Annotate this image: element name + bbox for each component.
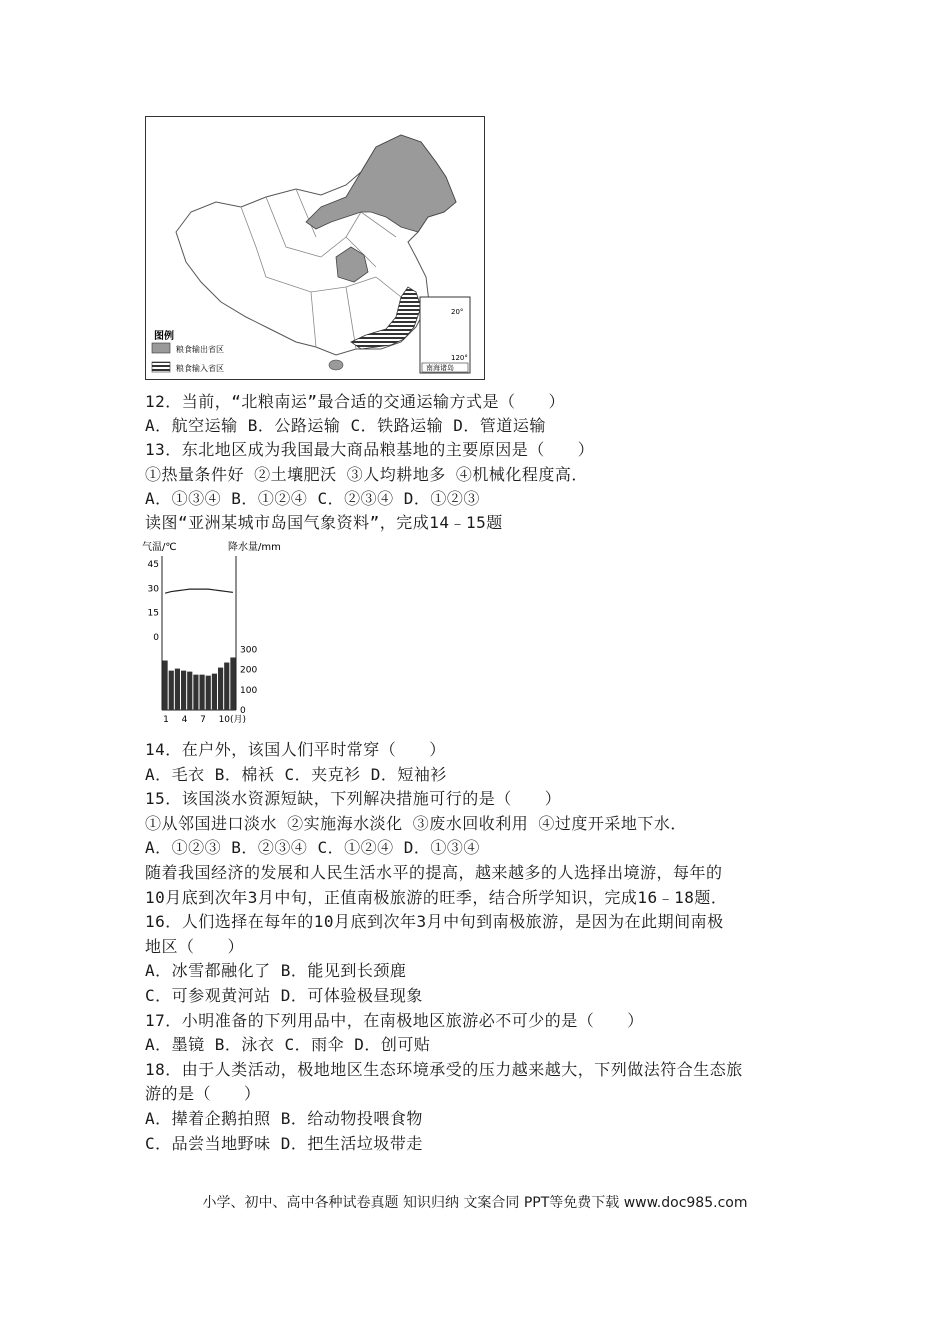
page-footer: 小学、初中、高中各种试卷真题 知识归纳 文案合同 PPT等免费下载 www.doc985.com [202,1195,748,1211]
precip-bar-10 [218,668,223,710]
precip-bar-1 [163,661,168,710]
question-line-q17o: A．墨镜 B．泳衣 C．雨伞 D．创可贴 [145,1035,431,1055]
question-line-intro16b: 10月底到次年3月中旬，正值南极旅游的旺季，结合所学知识，完成16﹣18题． [145,887,728,907]
inset-lon: 120° [451,354,468,362]
legend-import-swatch [152,362,170,372]
precip-tick: 0 [240,706,246,716]
question-line-q17: 17．小明准备的下列用品中，在南极地区旅游必不可少的是（ ） [145,1010,644,1030]
inset-lat: 20° [451,308,464,316]
precip-bar-3 [175,669,180,710]
question-line-q18o2: C．品尝当地野味 D．把生活垃圾带走 [145,1133,423,1153]
question-line-q14: 14．在户外，该国人们平时常穿（ ） [145,740,446,759]
precip-tick: 200 [240,665,258,676]
legend-export-label: 粮食输出省区 [176,345,224,354]
question-line-q16a: 16．人们选择在每年的10月底到次年3月中旬到南极旅游，是因为在此期间南极 [145,912,724,932]
precip-bar-6 [193,675,198,710]
temp-axis-label: 气温/℃ [142,542,177,553]
legend-title: 图例 [154,331,174,342]
question-line-q13o: A．①③④ B．①②④ C．②③④ D．①②③ [145,488,480,508]
temp-tick: 0 [153,633,159,643]
hainan-island [329,360,343,370]
precip-axis-label: 降水量/mm [228,542,281,553]
question-line-q12: 12．当前，“北粮南运”最合适的交通运输方式是（ ） [145,392,566,411]
temp-tick: 30 [147,584,159,595]
precip-bar-11 [224,663,229,710]
precip-bar-4 [181,671,186,710]
question-line-q13s: ①热量条件好 ②土壤肥沃 ③人均耕地多 ④机械化程度高． [145,464,588,484]
month-tick: 1 [163,715,169,725]
legend-import-label: 粮食输入省区 [176,364,224,373]
question-line-q15o: A．①②③ B．②③④ C．①②④ D．①③④ [145,838,480,858]
question-line-q16b: 地区（ ） [145,936,245,956]
climate-chart-svg [140,538,290,730]
question-line-q16o2: C．可参观黄河站 D．可体验极昼现象 [145,986,423,1005]
question-line-q13: 13．东北地区成为我国最大商品粮基地的主要原因是（ ） [145,440,595,460]
precip-bar-12 [230,657,235,710]
precip-bar-7 [200,675,205,710]
question-line-q18a: 18．由于人类活动，极地地区生态环境承受的压力越来越大，下列做法符合生态旅 [145,1059,743,1079]
temp-tick: 15 [147,608,159,619]
question-line-q16o1: A．冰雪都融化了 B．能见到长颈鹿 [145,961,407,981]
question-line-q15s: ①从邻国进口淡水 ②实施海水淡化 ③废水回收利用 ④过度开采地下水． [145,813,687,833]
precip-bar-8 [206,676,211,710]
question-line-q14o: A．毛衣 B．棉袄 C．夹克衫 D．短袖衫 [145,764,447,784]
legend-export-swatch [152,343,170,353]
month-tick: 7 [200,715,206,725]
precip-bar-9 [212,674,217,710]
question-line-intro16a: 随着我国经济的发展和人民生活水平的提高，越来越多的人选择出境游，每年的 [145,863,723,882]
climate-chart [140,538,290,730]
precip-tick: 100 [240,685,258,696]
precip-tick: 300 [240,645,258,656]
question-line-q18b: 游的是（ ） [145,1084,261,1104]
question-line-q15: 15．该国淡水资源短缺，下列解决措施可行的是（ ） [145,789,562,809]
china-map-svg [146,117,483,378]
inset-label: 南海诸岛 [426,364,454,372]
precip-bar-2 [169,671,174,710]
question-line-intro14: 读图“亚洲某城市岛国气象资料”，完成14﹣15题 [145,513,503,532]
temperature-line [165,589,233,593]
question-line-q18o1: A．撵着企鹅拍照 B．给动物投喂食物 [145,1109,423,1128]
precip-bar-5 [187,672,192,710]
china-grain-map [145,116,485,380]
question-line-q12o: A．航空运输 B．公路运输 C．铁路运输 D．管道运输 [145,416,546,436]
month-tick: 4 [181,715,188,725]
temp-tick: 45 [147,560,159,570]
month-tick: 10(月) [218,715,247,725]
